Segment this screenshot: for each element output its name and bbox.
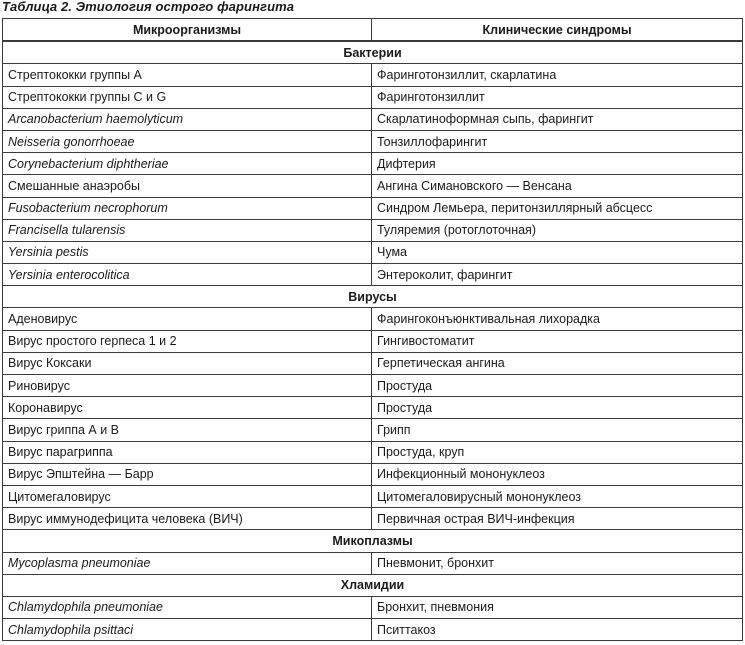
syndrome-cell: Фаринготонзиллит <box>372 86 743 108</box>
header-row <box>3 19 743 42</box>
organism-cell: Вирус простого герпеса 1 и 2 <box>3 330 372 352</box>
group-title: Хламидии <box>3 574 743 596</box>
organism-cell: Arcanobacterium haemolyticum <box>3 108 372 130</box>
table-row <box>3 397 743 419</box>
table-row <box>3 241 743 263</box>
table-row <box>3 441 743 463</box>
syndrome-cell: Первичная острая ВИЧ-инфекция <box>372 508 743 530</box>
table-row <box>3 64 743 86</box>
table-row <box>3 552 743 574</box>
group-row <box>3 41 743 64</box>
syndrome-cell: Пневмонит, бронхит <box>372 552 743 574</box>
table-row <box>3 463 743 485</box>
syndrome-cell: Дифтерия <box>372 153 743 175</box>
syndrome-cell: Цитомегаловирусный мононуклеоз <box>372 485 743 507</box>
syndrome-cell: Фарингоконъюнктивальная лихорадка <box>372 308 743 330</box>
organism-cell: Аденовирус <box>3 308 372 330</box>
syndrome-cell: Грипп <box>372 419 743 441</box>
table-row <box>3 197 743 219</box>
syndrome-cell: Чума <box>372 241 743 263</box>
table-row <box>3 330 743 352</box>
table-row <box>3 308 743 330</box>
column-header-syndromes: Клинические синдромы <box>372 19 743 42</box>
group-row <box>3 574 743 596</box>
syndrome-cell: Инфекционный мононуклеоз <box>372 463 743 485</box>
group-title: Бактерии <box>3 41 743 64</box>
organism-cell: Вирус Коксаки <box>3 352 372 374</box>
organism-cell: Chlamydophila pneumoniae <box>3 596 372 618</box>
syndrome-cell: Простуда <box>372 397 743 419</box>
organism-cell: Риновирус <box>3 375 372 397</box>
organism-cell: Yersinia pestis <box>3 241 372 263</box>
group-row <box>3 286 743 308</box>
syndrome-cell: Энтероколит, фарингит <box>372 264 743 286</box>
table-row <box>3 219 743 241</box>
organism-cell: Yersinia enterocolitica <box>3 264 372 286</box>
table-row <box>3 264 743 286</box>
table-row <box>3 485 743 507</box>
organism-cell: Chlamydophila psittaci <box>3 619 372 641</box>
organism-cell: Вирус Эпштейна — Барр <box>3 463 372 485</box>
table-row <box>3 419 743 441</box>
table-body <box>3 41 743 641</box>
table-row <box>3 130 743 152</box>
table-row <box>3 596 743 618</box>
syndrome-cell: Скарлатиноформная сыпь, фарингит <box>372 108 743 130</box>
group-title: Вирусы <box>3 286 743 308</box>
syndrome-cell: Ангина Симановского — Венсана <box>372 175 743 197</box>
organism-cell: Francisella tularensis <box>3 219 372 241</box>
organism-cell: Стрептококки группы А <box>3 64 372 86</box>
table-row <box>3 86 743 108</box>
syndrome-cell: Фаринготонзиллит, скарлатина <box>372 64 743 86</box>
table-row <box>3 375 743 397</box>
syndrome-cell: Герпетическая ангина <box>372 352 743 374</box>
organism-cell: Коронавирус <box>3 397 372 419</box>
organism-cell: Corynebacterium diphtheriae <box>3 153 372 175</box>
syndrome-cell: Синдром Лемьера, перитонзиллярный абсцесс <box>372 197 743 219</box>
syndrome-cell: Простуда <box>372 375 743 397</box>
group-title: Микоплазмы <box>3 530 743 552</box>
table-row <box>3 153 743 175</box>
organism-cell: Смешанные анаэробы <box>3 175 372 197</box>
syndrome-cell: Простуда, круп <box>372 441 743 463</box>
organism-cell: Вирус иммунодефицита человека (ВИЧ) <box>3 508 372 530</box>
table-header <box>3 19 743 42</box>
organism-cell: Стрептококки группы C и G <box>3 86 372 108</box>
group-row <box>3 530 743 552</box>
organism-cell: Вирус парагриппа <box>3 441 372 463</box>
organism-cell: Neisseria gonorrhoeae <box>3 130 372 152</box>
table-row <box>3 508 743 530</box>
table-row <box>3 175 743 197</box>
table-row <box>3 352 743 374</box>
organism-cell: Цитомегаловирус <box>3 485 372 507</box>
table-row <box>3 108 743 130</box>
table-row <box>3 619 743 641</box>
syndrome-cell: Бронхит, пневмония <box>372 596 743 618</box>
column-header-organisms: Микроорганизмы <box>3 19 372 42</box>
syndrome-cell: Туляремия (ротоглоточная) <box>372 219 743 241</box>
organism-cell: Вирус гриппа А и В <box>3 419 372 441</box>
organism-cell: Mycoplasma pneumoniae <box>3 552 372 574</box>
etiology-table <box>2 18 743 641</box>
syndrome-cell: Гингивостоматит <box>372 330 743 352</box>
table-caption: Таблица 2. Этиология острого фарингита <box>2 0 295 14</box>
organism-cell: Fusobacterium necrophorum <box>3 197 372 219</box>
syndrome-cell: Пситтакоз <box>372 619 743 641</box>
syndrome-cell: Тонзиллофарингит <box>372 130 743 152</box>
